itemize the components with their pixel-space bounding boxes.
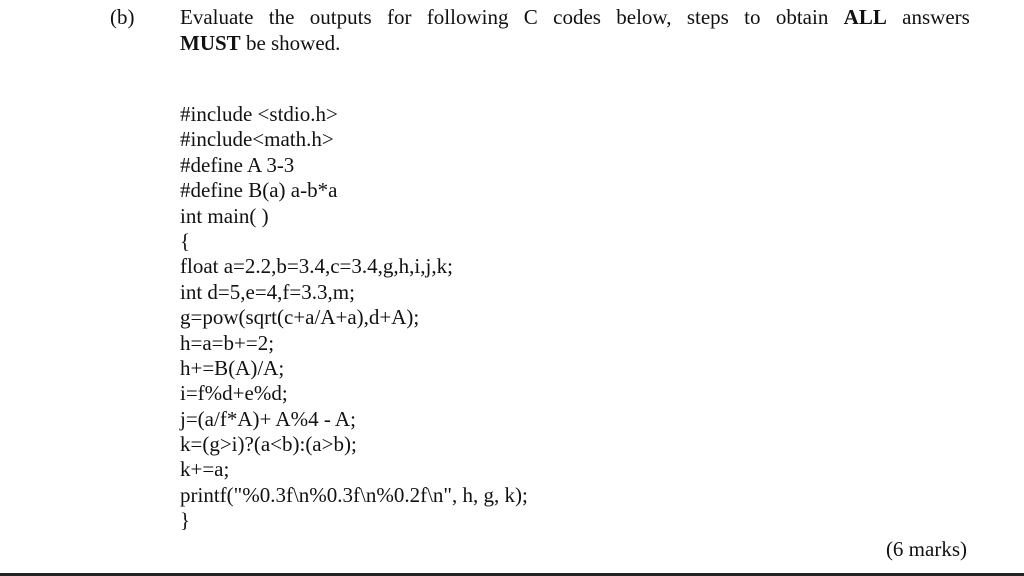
emphasis-must: MUST bbox=[180, 31, 241, 55]
code-line: g=pow(sqrt(c+a/A+a),d+A); bbox=[180, 305, 420, 330]
marks-label: (6 marks) bbox=[885, 537, 967, 561]
question-word: below, bbox=[616, 5, 672, 29]
question-text-line-1 bbox=[180, 4, 970, 30]
question-word: C bbox=[523, 5, 538, 29]
code-line: #define A 3-3 bbox=[180, 152, 295, 177]
question-word: steps bbox=[686, 5, 729, 29]
code-line: h+=B(A)/A; bbox=[180, 355, 285, 380]
code-line: printf("%0.3f\n%0.3f\n%0.2f\n", h, g, k); bbox=[180, 482, 528, 507]
code-line: #define B(a) a-b*a bbox=[180, 178, 338, 203]
question-word: codes bbox=[553, 5, 601, 29]
code-line: float a=2.2,b=3.4,c=3.4,g,h,i,j,k; bbox=[180, 254, 453, 279]
code-line: { bbox=[180, 228, 191, 253]
question-word: ALL bbox=[843, 5, 887, 29]
question-word: for bbox=[386, 5, 412, 29]
code-line: h=a=b+=2; bbox=[180, 330, 275, 355]
code-line: k+=a; bbox=[180, 457, 230, 482]
question-text-line-2 bbox=[180, 30, 970, 56]
code-line: #include<math.h> bbox=[180, 127, 334, 152]
question-word: obtain bbox=[775, 5, 829, 29]
code-line: } bbox=[180, 508, 191, 533]
question-word: the bbox=[268, 5, 295, 29]
code-line: k=(g>i)?(a<b):(a>b); bbox=[180, 432, 357, 457]
question-text-line-2-rest: be showed. bbox=[240, 31, 341, 55]
code-line: j=(a/f*A)+ A%4 - A; bbox=[180, 406, 356, 431]
question-word: Evaluate bbox=[180, 5, 254, 29]
code-line: #include <stdio.h> bbox=[180, 102, 338, 126]
code-block bbox=[180, 102, 528, 534]
code-line: i=f%d+e%d; bbox=[180, 381, 288, 406]
question-word: answers bbox=[902, 5, 970, 29]
question-text bbox=[180, 4, 970, 56]
question-word: outputs bbox=[309, 5, 372, 29]
question-word: to bbox=[744, 5, 761, 29]
code-line: int d=5,e=4,f=3.3,m; bbox=[180, 279, 355, 304]
question-label: (b) bbox=[110, 5, 135, 29]
code-line: int main( ) bbox=[180, 203, 269, 228]
question-word: following bbox=[426, 5, 509, 29]
